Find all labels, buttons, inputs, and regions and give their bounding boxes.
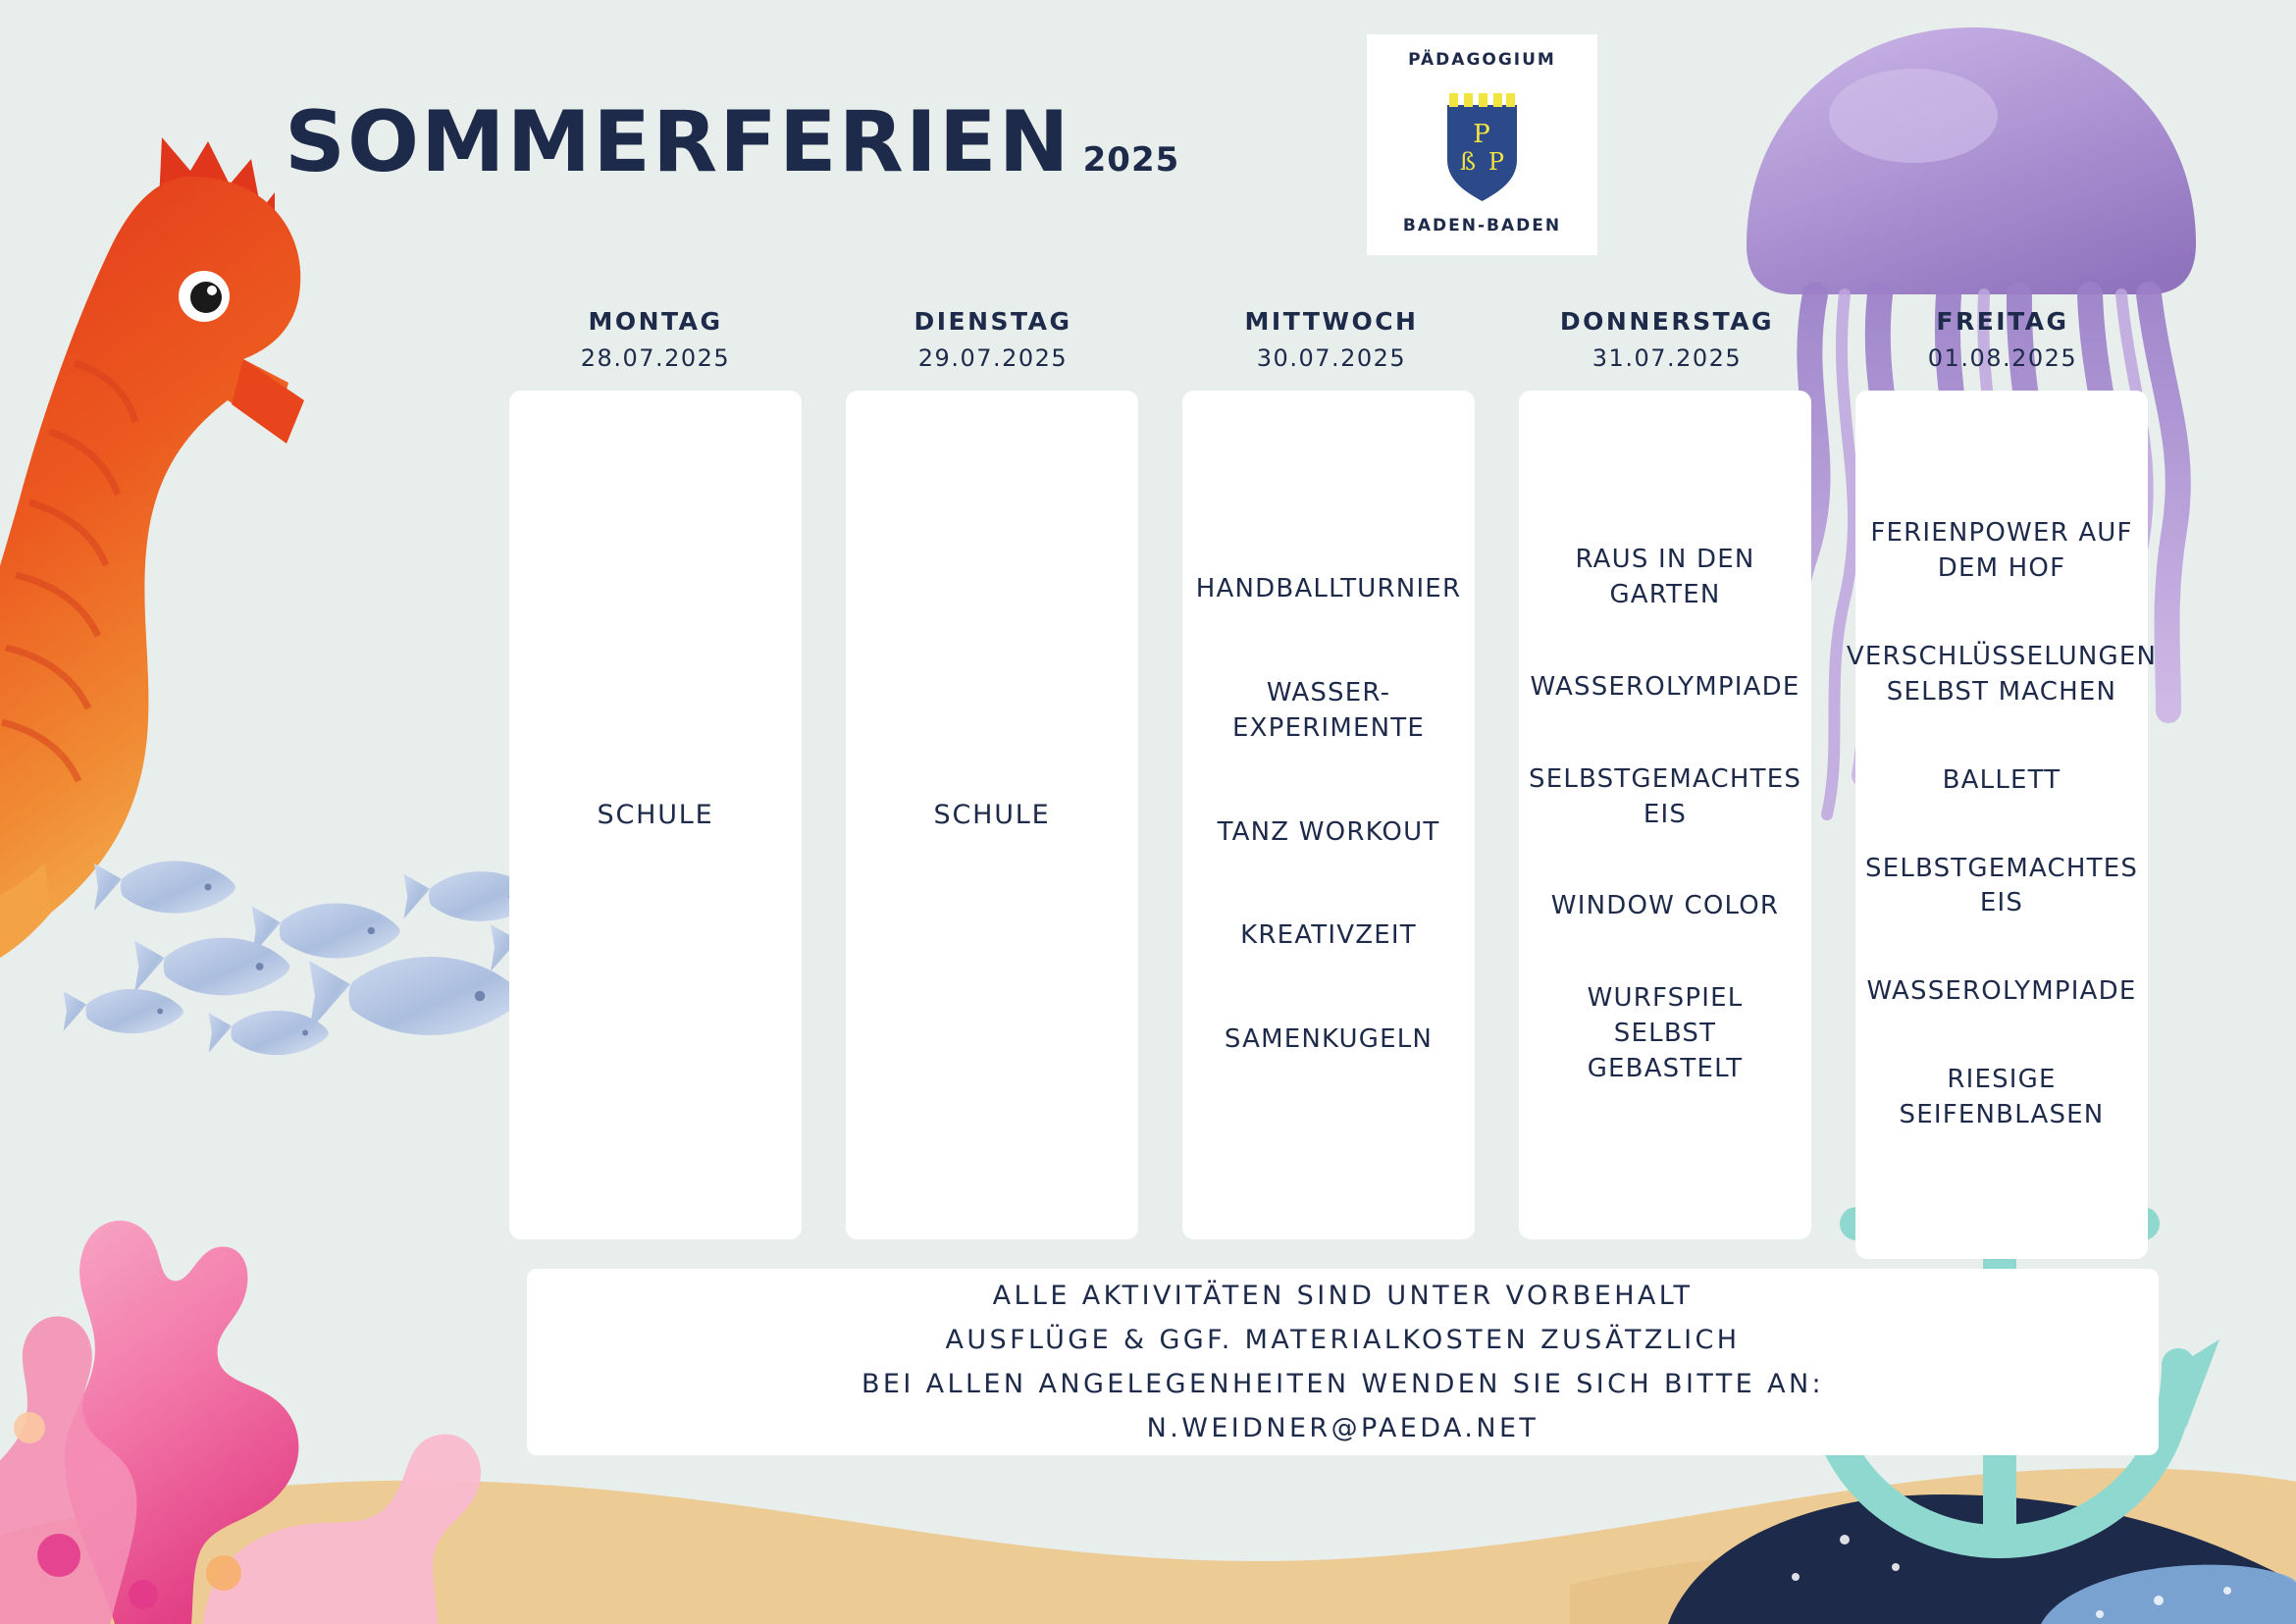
activity-item: KREATIVZEIT (1240, 920, 1417, 951)
activity-item: SCHULE (597, 800, 714, 830)
day-name: DIENSTAG (913, 307, 1072, 336)
day-column-tuesday (846, 391, 1138, 1239)
activity-item: SCHULE (933, 800, 1051, 830)
day-header-thursday (1520, 307, 1814, 372)
activity-item: SELBSTGEMACHTES EIS (1528, 763, 1802, 829)
day-name: FREITAG (1936, 307, 2069, 336)
activity-item: SELBSTGEMACHTES EIS (1864, 853, 2139, 918)
activity-item: SAMENKUGELN (1224, 1024, 1434, 1055)
day-column-wednesday (1182, 391, 1475, 1239)
day-header-monday (508, 307, 803, 372)
footer-note (527, 1269, 2159, 1455)
activity-item: WASSER- EXPERIMENTE (1232, 677, 1425, 743)
logo-bottom-text: BADEN-BADEN (1402, 216, 1562, 236)
day-date: 28.07.2025 (580, 344, 731, 372)
footer-line: BEI ALLEN ANGELEGENHEITEN WENDEN SIE SICH BITTE AN: (861, 1369, 1825, 1399)
day-name: MITTWOCH (1244, 307, 1419, 336)
day-column-friday (1846, 391, 2158, 1259)
logo-top-text: PÄDAGOGIUM (1408, 50, 1556, 70)
page-title-year: 2025 (1082, 140, 1180, 180)
page-title-text: SOMMERFERIEN (285, 93, 1071, 191)
day-name: MONTAG (588, 307, 723, 336)
svg-text:P: P (1487, 148, 1505, 176)
activity-item: HANDBALLTURNIER (1195, 573, 1462, 603)
activity-item: BALLETT (1942, 764, 2061, 795)
day-header-friday (1855, 307, 2150, 372)
day-name: DONNERSTAG (1559, 307, 1775, 336)
activity-item: WASSEROLYMPIADE (1866, 976, 2137, 1007)
activity-item: RAUS IN DEN GARTEN (1575, 545, 1755, 609)
svg-text:ß: ß (1459, 148, 1477, 176)
activity-item: WINDOW COLOR (1550, 891, 1780, 921)
school-logo (1367, 34, 1597, 255)
footer-contact-email: N.WEIDNER@PAEDA.NET (1146, 1413, 1539, 1443)
activity-item: FERIENPOWER AUF DEM HOF (1870, 518, 2133, 583)
day-date: 29.07.2025 (917, 344, 1069, 372)
footer-line: ALLE AKTIVITÄTEN SIND UNTER VORBEHALT (992, 1281, 1694, 1311)
day-date: 01.08.2025 (1927, 344, 2078, 372)
activity-item: RIESIGE SEIFENBLASEN (1899, 1065, 2105, 1129)
day-date: 31.07.2025 (1592, 344, 1743, 372)
activity-item: VERSCHLÜSSELUNGEN SELBST MACHEN (1846, 641, 2158, 707)
footer-line: AUSFLÜGE & GGF. MATERIALKOSTEN ZUSÄTZLICH (945, 1325, 1741, 1355)
activity-item: TANZ WORKOUT (1217, 816, 1440, 847)
day-date: 30.07.2025 (1256, 344, 1407, 372)
day-header-tuesday (846, 307, 1140, 372)
day-header-wednesday (1184, 307, 1479, 372)
day-column-thursday (1519, 391, 1811, 1239)
page-title (285, 93, 1179, 191)
activity-item: WASSEROLYMPIADE (1530, 671, 1800, 702)
activity-item: WURFSPIEL SELBST GEBASTELT (1587, 983, 1744, 1084)
svg-text:P: P (1473, 120, 1490, 149)
day-column-monday (509, 391, 802, 1239)
